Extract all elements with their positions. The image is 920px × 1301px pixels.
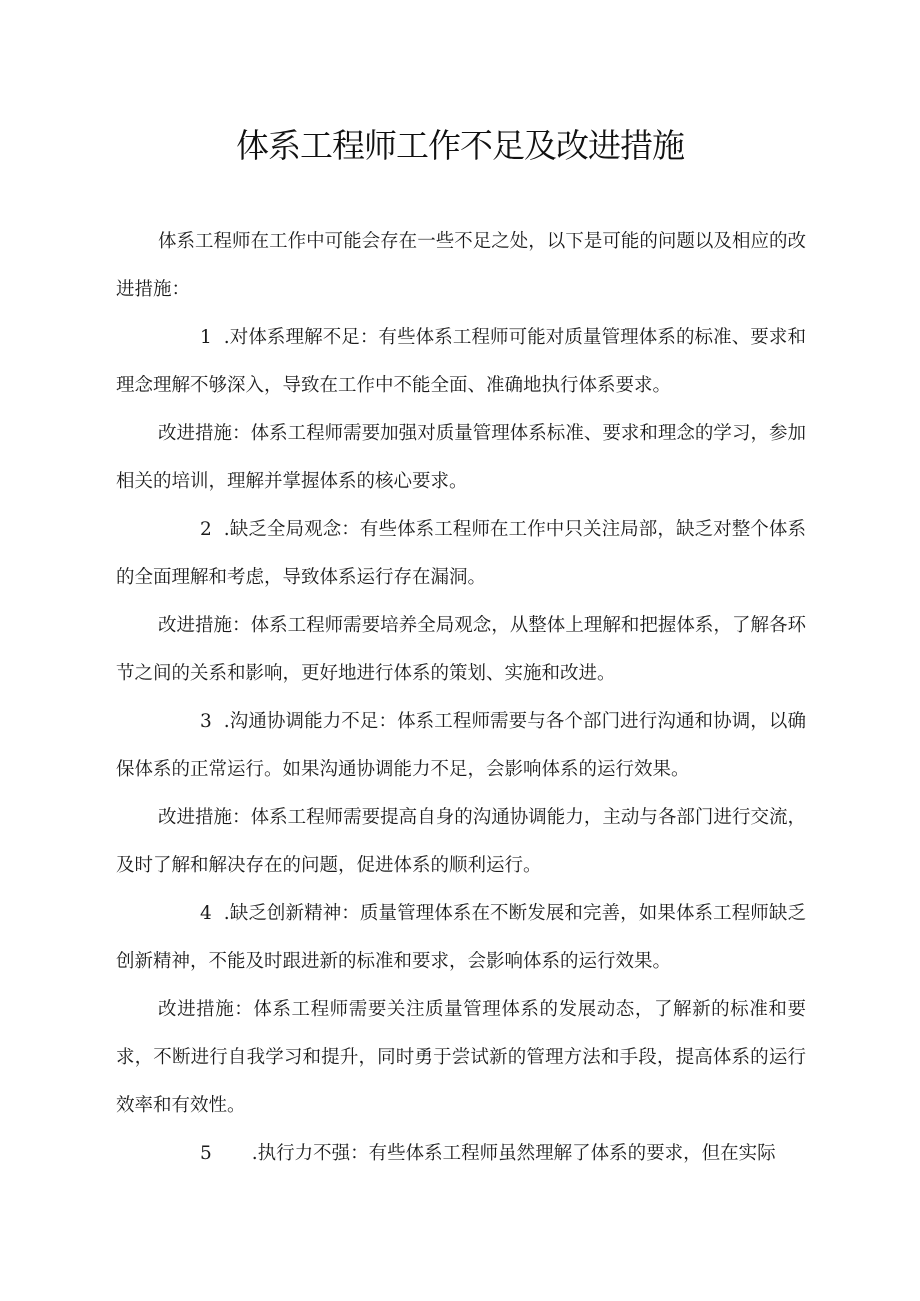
problem-text: .执行力不强：有些体系工程师虽然理解了体系的要求，但在实际 (251, 1143, 776, 1164)
problem-text: .缺乏全局观念：有些体系工程师在工作中只关注局部，缺乏对整个体系的全面理解和考虑，导致体系运行存在漏洞。 (116, 519, 806, 588)
document-title: 体系工程师工作不足及改进措施 (236, 126, 684, 165)
item-number: 1 (200, 327, 212, 348)
measure-paragraph-2: 改进措施：体系工程师需要培养全局观念，从整体上理解和把握体系，了解各环节之间的关系和影响，更好地进行体系的策划、实施和改进。 (116, 615, 806, 684)
item-number: 5 (200, 1143, 212, 1164)
problem-text: .对体系理解不足：有些体系工程师可能对质量管理体系的标准、要求和理念理解不够深入，导致在工作中不能全面、准确地执行体系要求。 (116, 327, 806, 396)
item-number: 4 (200, 903, 212, 924)
problem-paragraph-2 (116, 506, 806, 602)
intro-paragraph: 体系工程师在工作中可能会存在一些不足之处，以下是可能的问题以及相应的改进措施： (116, 231, 806, 300)
item-number: 3 (200, 711, 212, 732)
measure-paragraph-1: 改进措施：体系工程师需要加强对质量管理体系标准、要求和理念的学习，参加相关的培训，理解并掌握体系的核心要求。 (116, 423, 806, 492)
item-number: 2 (200, 519, 212, 540)
document-body (116, 218, 806, 1178)
measure-paragraph-4: 改进措施：体系工程师需要关注质量管理体系的发展动态，了解新的标准和要求，不断进行自我学习和提升，同时勇于尝试新的管理方法和手段，提高体系的运行效率和有效性。 (116, 999, 806, 1116)
problem-text: .沟通协调能力不足：体系工程师需要与各个部门进行沟通和协调，以确保体系的正常运行。如果沟通协调能力不足，会影响体系的运行效果。 (116, 711, 806, 780)
problem-paragraph-1 (116, 314, 806, 410)
problem-paragraph-4 (116, 890, 806, 986)
problem-paragraph-5 (116, 1130, 806, 1178)
problem-text: .缺乏创新精神：质量管理体系在不断发展和完善，如果体系工程师缺乏创新精神，不能及时跟进新的标准和要求，会影响体系的运行效果。 (116, 903, 806, 972)
measure-paragraph-3: 改进措施：体系工程师需要提高自身的沟通协调能力，主动与各部门进行交流，及时了解和解决存在的问题，促进体系的顺利运行。 (116, 807, 806, 876)
problem-paragraph-3 (116, 698, 806, 794)
